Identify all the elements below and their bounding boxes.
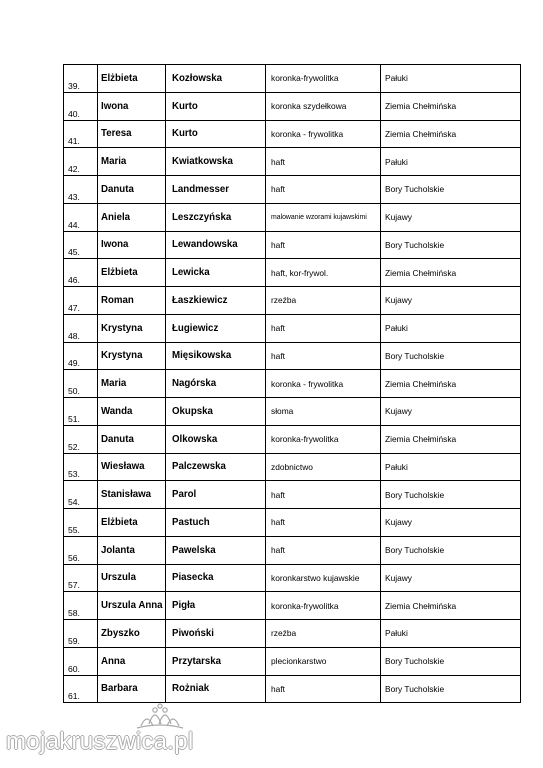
table-row: [64, 203, 521, 231]
first-name-cell: Roman: [98, 287, 166, 315]
region-cell: Pałuki: [381, 453, 521, 481]
first-name-cell: Wanda: [98, 398, 166, 426]
last-name-cell: Okupska: [166, 398, 266, 426]
last-name-cell: Nagórska: [166, 370, 266, 398]
table-row: [64, 425, 521, 453]
last-name-cell: Pawelska: [166, 536, 266, 564]
craft-cell: rzeźba: [266, 287, 381, 315]
last-name-cell: Kwiatkowska: [166, 148, 266, 176]
row-number: 54.: [64, 481, 98, 509]
first-name-cell: Elżbieta: [98, 65, 166, 93]
last-name-cell: Piasecka: [166, 564, 266, 592]
table-row: [64, 481, 521, 509]
row-number: 47.: [64, 287, 98, 315]
craft-cell: haft: [266, 342, 381, 370]
row-number: 51.: [64, 398, 98, 426]
first-name-cell: Wiesława: [98, 453, 166, 481]
region-cell: Ziemia Chełmińska: [381, 592, 521, 620]
artisan-registry-table: [63, 64, 521, 703]
region-cell: Ziemia Chełmińska: [381, 370, 521, 398]
table-row: [64, 370, 521, 398]
first-name-cell: Teresa: [98, 120, 166, 148]
region-cell: Ziemia Chełmińska: [381, 425, 521, 453]
region-cell: Kujawy: [381, 287, 521, 315]
table-row: [64, 342, 521, 370]
region-cell: Bory Tucholskie: [381, 647, 521, 675]
table-row: [64, 620, 521, 648]
craft-cell: haft: [266, 148, 381, 176]
craft-cell: plecionkarstwo: [266, 647, 381, 675]
table-row: [64, 509, 521, 537]
row-number: 44.: [64, 203, 98, 231]
row-number: 55.: [64, 509, 98, 537]
last-name-cell: Kurto: [166, 92, 266, 120]
table-row: [64, 398, 521, 426]
last-name-cell: Kozłowska: [166, 65, 266, 93]
table-row: [64, 536, 521, 564]
region-cell: Bory Tucholskie: [381, 231, 521, 259]
last-name-cell: Kurto: [166, 120, 266, 148]
region-cell: Bory Tucholskie: [381, 342, 521, 370]
table-row: [64, 65, 521, 93]
row-number: 42.: [64, 148, 98, 176]
last-name-cell: Piwoński: [166, 620, 266, 648]
first-name-cell: Barbara: [98, 675, 166, 703]
first-name-cell: Urszula: [98, 564, 166, 592]
row-number: 61.: [64, 675, 98, 703]
craft-cell: koronka - frywolitka: [266, 120, 381, 148]
last-name-cell: Palczewska: [166, 453, 266, 481]
row-number: 50.: [64, 370, 98, 398]
last-name-cell: Lewandowska: [166, 231, 266, 259]
table-row: [64, 287, 521, 315]
region-cell: Pałuki: [381, 620, 521, 648]
first-name-cell: Iwona: [98, 92, 166, 120]
table-row: [64, 231, 521, 259]
first-name-cell: Krystyna: [98, 314, 166, 342]
last-name-cell: Olkowska: [166, 425, 266, 453]
craft-cell: malowanie wzorami kujawskimi: [266, 203, 381, 231]
first-name-cell: Danuta: [98, 176, 166, 204]
region-cell: Bory Tucholskie: [381, 536, 521, 564]
region-cell: Bory Tucholskie: [381, 675, 521, 703]
last-name-cell: Pigła: [166, 592, 266, 620]
craft-cell: koronka-frywolitka: [266, 592, 381, 620]
table-row: [64, 148, 521, 176]
craft-cell: koronka-frywolitka: [266, 65, 381, 93]
region-cell: Bory Tucholskie: [381, 176, 521, 204]
first-name-cell: Maria: [98, 370, 166, 398]
craft-cell: zdobnictwo: [266, 453, 381, 481]
last-name-cell: Pastuch: [166, 509, 266, 537]
craft-cell: haft: [266, 536, 381, 564]
row-number: 58.: [64, 592, 98, 620]
table-row: [64, 92, 521, 120]
row-number: 53.: [64, 453, 98, 481]
first-name-cell: Jolanta: [98, 536, 166, 564]
last-name-cell: Rożniak: [166, 675, 266, 703]
first-name-cell: Krystyna: [98, 342, 166, 370]
first-name-cell: Elżbieta: [98, 509, 166, 537]
row-number: 49.: [64, 342, 98, 370]
craft-cell: haft: [266, 176, 381, 204]
table-row: [64, 314, 521, 342]
region-cell: Ziemia Chełmińska: [381, 259, 521, 287]
region-cell: Kujawy: [381, 203, 521, 231]
first-name-cell: Aniela: [98, 203, 166, 231]
region-cell: Kujawy: [381, 398, 521, 426]
craft-cell: koronka-frywolitka: [266, 425, 381, 453]
watermark-text: mojakruszwica.pl: [6, 728, 194, 755]
first-name-cell: Elżbieta: [98, 259, 166, 287]
last-name-cell: Ługiewicz: [166, 314, 266, 342]
row-number: 41.: [64, 120, 98, 148]
last-name-cell: Łaszkiewicz: [166, 287, 266, 315]
first-name-cell: Danuta: [98, 425, 166, 453]
craft-cell: haft: [266, 231, 381, 259]
row-number: 46.: [64, 259, 98, 287]
region-cell: Kujawy: [381, 509, 521, 537]
row-number: 48.: [64, 314, 98, 342]
craft-cell: słoma: [266, 398, 381, 426]
table-row: [64, 453, 521, 481]
row-number: 52.: [64, 425, 98, 453]
craft-cell: haft: [266, 675, 381, 703]
table-body: [64, 65, 521, 703]
row-number: 57.: [64, 564, 98, 592]
first-name-cell: Stanisława: [98, 481, 166, 509]
table-row: [64, 592, 521, 620]
last-name-cell: Leszczyńska: [166, 203, 266, 231]
craft-cell: koronka szydełkowa: [266, 92, 381, 120]
table-row: [64, 120, 521, 148]
craft-cell: koronka - frywolitka: [266, 370, 381, 398]
region-cell: Ziemia Chełmińska: [381, 120, 521, 148]
craft-cell: haft: [266, 509, 381, 537]
last-name-cell: Parol: [166, 481, 266, 509]
table-row: [64, 647, 521, 675]
craft-cell: rzeźba: [266, 620, 381, 648]
row-number: 43.: [64, 176, 98, 204]
table-row: [64, 259, 521, 287]
craft-cell: koronkarstwo kujawskie: [266, 564, 381, 592]
row-number: 45.: [64, 231, 98, 259]
region-cell: Pałuki: [381, 314, 521, 342]
region-cell: Pałuki: [381, 65, 521, 93]
last-name-cell: Mięsikowska: [166, 342, 266, 370]
last-name-cell: Przytarska: [166, 647, 266, 675]
last-name-cell: Lewicka: [166, 259, 266, 287]
region-cell: Pałuki: [381, 148, 521, 176]
table-row: [64, 176, 521, 204]
region-cell: Ziemia Chełmińska: [381, 92, 521, 120]
table-row: [64, 564, 521, 592]
craft-cell: haft, kor-frywol.: [266, 259, 381, 287]
table-row: [64, 675, 521, 703]
row-number: 59.: [64, 620, 98, 648]
row-number: 56.: [64, 536, 98, 564]
row-number: 60.: [64, 647, 98, 675]
watermark-logo-icon: [133, 702, 187, 730]
last-name-cell: Landmesser: [166, 176, 266, 204]
row-number: 40.: [64, 92, 98, 120]
row-number: 39.: [64, 65, 98, 93]
craft-cell: haft: [266, 314, 381, 342]
first-name-cell: Zbyszko: [98, 620, 166, 648]
region-cell: Kujawy: [381, 564, 521, 592]
first-name-cell: Maria: [98, 148, 166, 176]
first-name-cell: Urszula Anna: [98, 592, 166, 620]
region-cell: Bory Tucholskie: [381, 481, 521, 509]
first-name-cell: Anna: [98, 647, 166, 675]
craft-cell: haft: [266, 481, 381, 509]
first-name-cell: Iwona: [98, 231, 166, 259]
